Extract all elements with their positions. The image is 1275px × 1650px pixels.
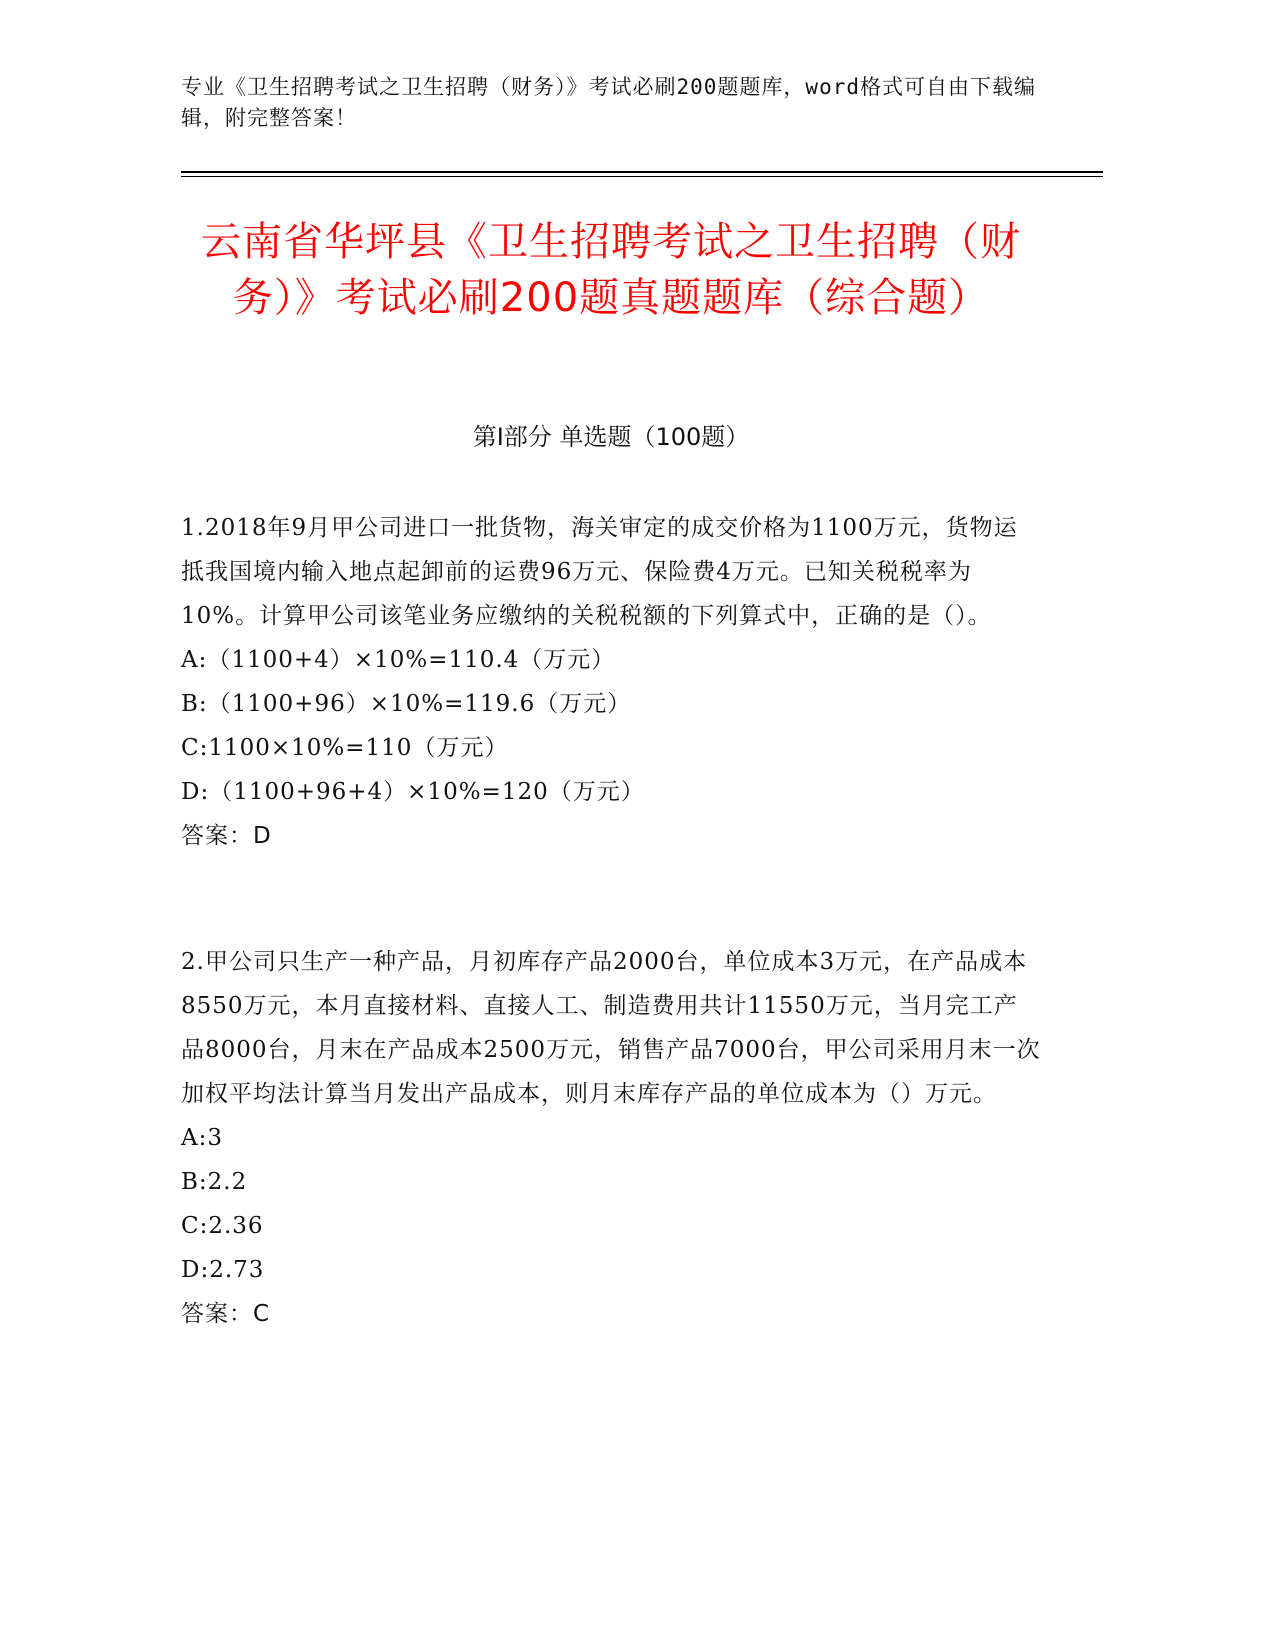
header-divider-thick (181, 171, 1103, 173)
option-a: A:（1100+4）×10%=110.4（万元） (181, 647, 616, 673)
option-c: C:2.36 (181, 1213, 264, 1239)
answer: 答案：C (181, 1301, 271, 1327)
option-a: A:3 (181, 1125, 223, 1151)
question-stem: 1.2018年9月甲公司进口一批货物，海关审定的成交价格为1100万元，货物运抵我国境内输入地点起卸前的运费96万元、保险费4万元。已知关税税率为10%。计算甲公司该笔业务应缴纳的关税税额的下列算式中，正确的是（）。 (181, 515, 1018, 629)
option-d: D:（1100+96+4）×10%=120（万元） (181, 779, 645, 805)
question-stem: 2.甲公司只生产一种产品，月初库存产品2000台，单位成本3万元，在产品成本8550万元，本月直接材料、直接人工、制造费用共计11550万元，当月完工产品8000台，月末在产品成本2500万元，销售产品7000台，甲公司采用月末一次加权平均法计算当月发出产品成本，则月末库存产品的单位成本为（）万元。 (181, 949, 1041, 1107)
question-1 (181, 506, 1041, 858)
option-d: D:2.73 (181, 1257, 265, 1283)
header-note: 专业《卫生招聘考试之卫生招聘（财务）》考试必刷200题题库，word格式可自由下载编辑，附完整答案！ (181, 75, 1036, 130)
option-c: C:1100×10%=110（万元） (181, 735, 509, 761)
document-title: 云南省华坪县《卫生招聘考试之卫生招聘（财务）》考试必刷200题真题题库（综合题） (201, 219, 1021, 321)
section-title: 第I部分 单选题（100题） (472, 423, 750, 451)
option-b: B:2.2 (181, 1169, 248, 1195)
question-2 (181, 940, 1041, 1336)
answer: 答案：D (181, 823, 272, 849)
option-b: B:（1100+96）×10%=119.6（万元） (181, 691, 632, 717)
header-divider-thin (181, 176, 1103, 177)
